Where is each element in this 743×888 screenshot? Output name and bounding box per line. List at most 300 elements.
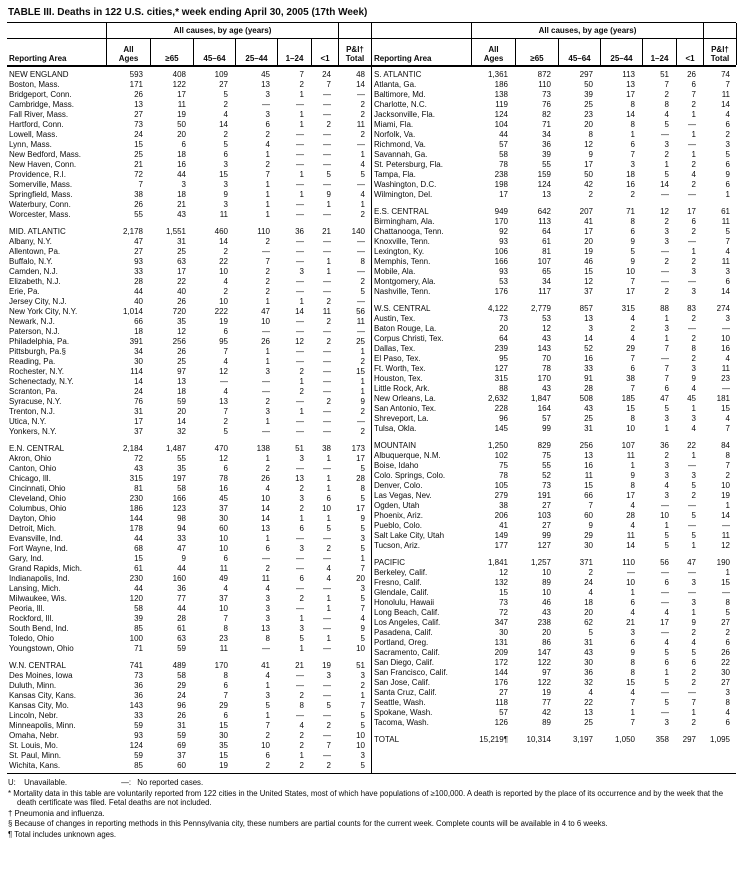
value-cell: 44 (134, 534, 143, 543)
value-cell: 170 (214, 661, 228, 670)
value-cell: 9 (630, 648, 635, 657)
col-ge65-header: ≥65 (151, 39, 194, 65)
value-cell: 31 (584, 424, 593, 433)
value-cell: 3 (691, 471, 696, 480)
value-cell: 6 (691, 80, 696, 89)
value-cell: 2 (360, 130, 365, 139)
reporting-area-cell: Erie, Pa. (9, 287, 40, 296)
header-blank-cell (339, 23, 371, 38)
value-cell: — (661, 247, 669, 256)
value-cell: 14 (261, 514, 270, 523)
value-cell: 13 (584, 314, 593, 323)
city-row (7, 751, 371, 761)
value-cell: 228 (494, 404, 508, 413)
value-cell: 160 (172, 574, 186, 583)
value-cell: 4 (299, 721, 304, 730)
value-cell: 7 (223, 614, 228, 623)
value-cell: 2,779 (530, 304, 551, 313)
value-cell: 107 (621, 441, 635, 450)
value-cell: 15 (584, 267, 593, 276)
value-cell: 33 (177, 534, 186, 543)
reporting-area-cell: Santa Cruz, Calif. (374, 688, 437, 697)
city-row (372, 237, 736, 247)
reporting-area-cell: S. ATLANTIC (374, 70, 422, 79)
reporting-area-cell: Tacoma, Wash. (374, 718, 429, 727)
city-row (372, 287, 736, 297)
city-row (7, 247, 371, 257)
value-cell: 58 (499, 150, 508, 159)
value-cell: 2 (326, 721, 331, 730)
city-row (7, 120, 371, 130)
reporting-area-cell: Memphis, Tenn. (374, 257, 431, 266)
value-cell: 15 (134, 140, 143, 149)
value-cell: 36 (295, 227, 304, 236)
value-cell: 7 (223, 691, 228, 700)
value-cell: 72 (499, 608, 508, 617)
value-cell: 17 (356, 454, 365, 463)
value-cell: 4 (664, 638, 669, 647)
value-cell: 8 (630, 120, 635, 129)
value-cell: 6 (223, 150, 228, 159)
value-cell: 8 (630, 481, 635, 490)
value-cell: 1 (265, 190, 270, 199)
value-cell: 3 (664, 491, 669, 500)
value-cell: 127 (494, 364, 508, 373)
value-cell: 43 (584, 648, 593, 657)
value-cell: 7 (326, 741, 331, 750)
value-cell: 5 (725, 608, 730, 617)
value-cell: 3 (265, 604, 270, 613)
value-cell: 25 (584, 100, 593, 109)
city-row (372, 608, 736, 618)
value-cell: 9 (223, 190, 228, 199)
value-cell: 144 (494, 668, 508, 677)
reporting-area-cell: Lowell, Mass. (9, 130, 58, 139)
value-cell: 44 (177, 170, 186, 179)
reporting-area-cell: Lansing, Mich. (9, 584, 61, 593)
value-cell: 1 (299, 614, 304, 623)
value-cell: 63 (177, 257, 186, 266)
city-row (7, 267, 371, 277)
value-cell: 88 (660, 304, 669, 313)
value-cell: 1,551 (165, 227, 186, 236)
value-cell: 11 (356, 120, 365, 129)
value-cell: 10 (542, 588, 551, 597)
value-cell: — (296, 464, 304, 473)
reporting-area-cell: Las Vegas, Nev. (374, 491, 432, 500)
value-cell: 20 (177, 407, 186, 416)
city-row (7, 287, 371, 297)
reporting-area-cell: Los Angeles, Calif. (374, 618, 441, 627)
value-cell: 81 (542, 247, 551, 256)
reporting-area-cell: Boston, Mass. (9, 80, 60, 89)
value-cell: 6 (725, 120, 730, 129)
value-cell: — (323, 287, 331, 296)
value-cell: 1,250 (487, 441, 508, 450)
value-cell: — (661, 190, 669, 199)
value-cell: — (323, 327, 331, 336)
value-cell: 73 (499, 598, 508, 607)
value-cell: 256 (579, 441, 593, 450)
value-cell: 39 (134, 614, 143, 623)
reporting-area-cell: Sacramento, Calif. (374, 648, 440, 657)
value-cell: 5 (360, 761, 365, 770)
value-cell: 1 (725, 568, 730, 577)
reporting-area-cell: Miami, Fla. (374, 120, 414, 129)
reporting-area-cell: Shreveport, La. (374, 414, 429, 423)
value-cell: — (323, 691, 331, 700)
value-cell: 85 (134, 761, 143, 770)
value-cell: 10 (261, 494, 270, 503)
value-cell: — (323, 534, 331, 543)
value-cell: 172 (494, 658, 508, 667)
value-cell: 38 (322, 444, 331, 453)
value-cell: 1 (265, 150, 270, 159)
value-cell: 15 (721, 578, 730, 587)
value-cell: 14 (134, 377, 143, 386)
table-title: TABLE III. Deaths in 122 U.S. cities,* week ending April 30, 2005 (17th Week) (8, 7, 368, 18)
value-cell: 18 (134, 327, 143, 336)
city-row (7, 317, 371, 327)
value-cell: — (661, 568, 669, 577)
city-row (7, 701, 371, 711)
value-cell: 949 (494, 207, 508, 216)
reporting-area-cell: Rockford, Ill. (9, 614, 54, 623)
value-cell: 181 (716, 394, 730, 403)
city-row (7, 407, 371, 417)
value-cell: 8 (630, 658, 635, 667)
value-cell: 7 (664, 80, 669, 89)
value-cell: 6 (691, 217, 696, 226)
value-cell: 96 (177, 701, 186, 710)
value-cell: 78 (542, 364, 551, 373)
value-cell: 6 (725, 718, 730, 727)
value-cell: 3 (664, 237, 669, 246)
value-cell: — (296, 210, 304, 219)
reporting-area-cell: Gary, Ind. (9, 554, 44, 563)
reporting-area-cell: Chicago, Ill. (9, 474, 51, 483)
value-cell: 7 (725, 80, 730, 89)
value-cell: — (323, 210, 331, 219)
col-45-64-header: 45–64 (559, 39, 601, 65)
value-cell: 29 (626, 344, 635, 353)
reporting-area-cell: Toledo, Ohio (9, 634, 54, 643)
value-cell: 50 (584, 80, 593, 89)
value-cell: 3 (360, 534, 365, 543)
value-cell: 60 (219, 524, 228, 533)
value-cell: 207 (579, 207, 593, 216)
value-cell: 2 (664, 90, 669, 99)
value-cell: 64 (542, 227, 551, 236)
value-cell: 3 (664, 471, 669, 480)
city-row (7, 237, 371, 247)
value-cell: 113 (538, 217, 551, 226)
reporting-area-header: Reporting Area (7, 39, 107, 65)
value-cell: 24 (584, 578, 593, 587)
value-cell: — (296, 200, 304, 209)
value-cell: 6 (725, 180, 730, 189)
reporting-area-cell: New York City, N.Y. (9, 307, 78, 316)
value-cell: 47 (660, 394, 669, 403)
value-cell: 105 (494, 481, 508, 490)
value-cell: 27 (134, 110, 143, 119)
value-cell: 44 (134, 287, 143, 296)
value-cell: 15 (499, 588, 508, 597)
value-cell: 19 (219, 761, 228, 770)
value-cell: 4 (326, 574, 331, 583)
value-cell: 58 (177, 671, 186, 680)
value-cell: 93 (134, 257, 143, 266)
value-cell: 20 (584, 120, 593, 129)
value-cell: 191 (537, 491, 551, 500)
value-cell: 44 (499, 130, 508, 139)
value-cell: 43 (542, 334, 551, 343)
value-cell: 40 (134, 297, 143, 306)
value-cell: 3 (265, 594, 270, 603)
city-row (7, 614, 371, 624)
city-row (7, 574, 371, 584)
city-row (372, 277, 736, 287)
reporting-area-cell: MOUNTAIN (374, 441, 417, 450)
value-cell: 2 (664, 150, 669, 159)
value-cell: 27 (219, 80, 228, 89)
value-cell: 31 (177, 721, 186, 730)
value-cell: 17 (626, 90, 635, 99)
value-cell: 198 (494, 180, 508, 189)
value-cell: 120 (129, 594, 143, 603)
value-cell: 6 (725, 277, 730, 286)
value-cell: 60 (177, 761, 186, 770)
value-cell: 11 (626, 451, 635, 460)
value-cell: 1 (691, 110, 696, 119)
value-cell: 41 (261, 661, 270, 670)
value-cell: 104 (494, 120, 508, 129)
reporting-area-cell: Buffalo, N.Y. (9, 257, 53, 266)
city-row (7, 387, 371, 397)
value-cell: 7 (138, 180, 143, 189)
value-cell: 124 (494, 110, 508, 119)
value-cell: 43 (542, 384, 551, 393)
reporting-area-cell: Austin, Tex. (374, 314, 416, 323)
reporting-area-cell: Allentown, Pa. (9, 247, 61, 256)
value-cell: 126 (494, 718, 508, 727)
value-cell: 26 (177, 347, 186, 356)
value-cell: 2 (691, 314, 696, 323)
value-cell: — (296, 681, 304, 690)
city-row (7, 160, 371, 170)
city-row (372, 247, 736, 257)
reporting-area-cell: Denver, Colo. (374, 481, 423, 490)
value-cell: 9 (181, 554, 186, 563)
city-row (7, 140, 371, 150)
city-row (372, 668, 736, 678)
city-row (7, 110, 371, 120)
value-cell: 26 (177, 297, 186, 306)
value-cell: 12 (721, 541, 730, 550)
value-cell: 106 (494, 247, 508, 256)
value-cell: 33 (584, 364, 593, 373)
value-cell: 110 (622, 558, 635, 567)
value-cell: 4 (725, 247, 730, 256)
value-cell: 171 (129, 80, 143, 89)
city-row (372, 334, 736, 344)
value-cell: 5 (664, 648, 669, 657)
city-row (7, 564, 371, 574)
value-cell: 11 (219, 644, 228, 653)
value-cell: 6 (630, 364, 635, 373)
value-cell: 2 (691, 257, 696, 266)
value-cell: 230 (129, 494, 143, 503)
value-cell: 13 (626, 80, 635, 89)
city-row (372, 100, 736, 110)
value-cell: 1 (265, 200, 270, 209)
footnote: * Mortality data in this table are voluntarily reported from 122 cities in the United States, most of which have populations of ≥100,000. A death is reported by the place of its occurrence and by the week that the death certificate was filed. Fetal deaths are not included. (8, 788, 724, 808)
value-cell: — (296, 584, 304, 593)
value-cell: 37 (177, 751, 186, 760)
value-cell: 3 (360, 751, 365, 760)
value-cell: 27 (134, 247, 143, 256)
value-cell: 44 (134, 584, 143, 593)
value-cell: 2,632 (487, 394, 508, 403)
value-cell: 14 (261, 504, 270, 513)
value-cell: 25 (584, 718, 593, 727)
value-cell: 72 (134, 170, 143, 179)
value-cell: 1 (265, 534, 270, 543)
city-row (7, 130, 371, 140)
city-row (372, 461, 736, 471)
value-cell: 30 (219, 731, 228, 740)
value-cell: 7 (265, 257, 270, 266)
value-cell: 4 (588, 688, 593, 697)
value-cell: 70 (542, 354, 551, 363)
value-cell: — (688, 237, 696, 246)
value-cell: 5 (360, 594, 365, 603)
value-cell: 5 (664, 678, 669, 687)
value-cell: 1 (664, 334, 669, 343)
reporting-area-cell: Cincinnati, Ohio (9, 484, 66, 493)
value-cell: 2 (691, 180, 696, 189)
reporting-area-cell: Boise, Idaho (374, 461, 419, 470)
value-cell: 8 (588, 130, 593, 139)
value-cell: 2 (725, 471, 730, 480)
value-cell: — (323, 407, 331, 416)
table-header (7, 23, 736, 67)
reporting-area-cell: Kansas City, Kans. (9, 691, 76, 700)
value-cell: 51 (660, 70, 669, 79)
value-cell: 1 (326, 267, 331, 276)
value-cell: 5 (588, 628, 593, 637)
value-cell: 73 (499, 314, 508, 323)
city-row (372, 511, 736, 521)
reporting-area-cell: Chattanooga, Tenn. (374, 227, 444, 236)
value-cell: 315 (494, 374, 508, 383)
value-cell: 1,014 (122, 307, 143, 316)
region-section (7, 70, 371, 220)
value-cell: 5 (664, 120, 669, 129)
city-row (372, 628, 736, 638)
value-cell: 3 (664, 324, 669, 333)
value-cell: 170 (537, 374, 551, 383)
value-cell: 5 (691, 481, 696, 490)
value-cell: 22 (687, 441, 696, 450)
city-row (7, 100, 371, 110)
city-row (372, 658, 736, 668)
value-cell: 55 (542, 461, 551, 470)
value-cell: 1 (326, 200, 331, 209)
value-cell: 15 (626, 678, 635, 687)
value-cell: 166 (494, 257, 508, 266)
reporting-area-cell: San Antonio, Tex. (374, 404, 437, 413)
value-cell: — (296, 417, 304, 426)
value-cell: 3 (223, 200, 228, 209)
value-cell: 27 (542, 501, 551, 510)
value-cell: 11 (626, 531, 635, 540)
value-cell: — (323, 130, 331, 139)
value-cell: 7 (265, 170, 270, 179)
value-cell: 3 (326, 671, 331, 680)
city-row (7, 417, 371, 427)
value-cell: 2 (265, 761, 270, 770)
value-cell: — (357, 247, 365, 256)
value-cell: 6 (630, 227, 635, 236)
value-cell: — (323, 237, 331, 246)
header-blank-cell (7, 23, 107, 38)
value-cell: 7 (725, 237, 730, 246)
value-cell: 140 (351, 227, 365, 236)
value-cell: — (357, 297, 365, 306)
value-cell: 16 (177, 160, 186, 169)
value-cell: 43 (177, 210, 186, 219)
value-cell: 58 (134, 604, 143, 613)
value-cell: — (296, 130, 304, 139)
value-cell: 18 (177, 190, 186, 199)
city-row (372, 708, 736, 718)
city-row (372, 257, 736, 267)
value-cell: 19 (542, 688, 551, 697)
reporting-area-cell: Richmond, Va. (374, 140, 426, 149)
value-cell: 4 (691, 170, 696, 179)
reporting-area-cell: Syracuse, N.Y. (9, 397, 62, 406)
value-cell: 1 (299, 377, 304, 386)
city-row (7, 524, 371, 534)
value-cell: 10 (219, 544, 228, 553)
value-cell: 57 (499, 708, 508, 717)
value-cell: 12 (584, 140, 593, 149)
value-cell: 230 (129, 574, 143, 583)
value-cell: 3 (664, 461, 669, 470)
value-cell: — (262, 387, 270, 396)
value-cell: 132 (494, 578, 508, 587)
value-cell: 29 (219, 701, 228, 710)
value-cell: 5 (725, 150, 730, 159)
city-row (7, 397, 371, 407)
value-cell: 28 (356, 474, 365, 483)
city-row (372, 180, 736, 190)
reporting-area-cell: Elizabeth, N.J. (9, 277, 61, 286)
value-cell: — (296, 397, 304, 406)
legend-item: U: Unavailable. (8, 778, 68, 787)
value-cell: 2 (326, 297, 331, 306)
value-cell: 30 (584, 541, 593, 550)
value-cell: — (661, 708, 669, 717)
reporting-area-cell: E.S. CENTRAL (374, 207, 429, 216)
city-row (7, 711, 371, 721)
value-cell: 1 (691, 404, 696, 413)
value-cell: 97 (177, 367, 186, 376)
value-cell: 14 (219, 237, 228, 246)
value-cell: 32 (584, 678, 593, 687)
value-cell: 2 (299, 80, 304, 89)
